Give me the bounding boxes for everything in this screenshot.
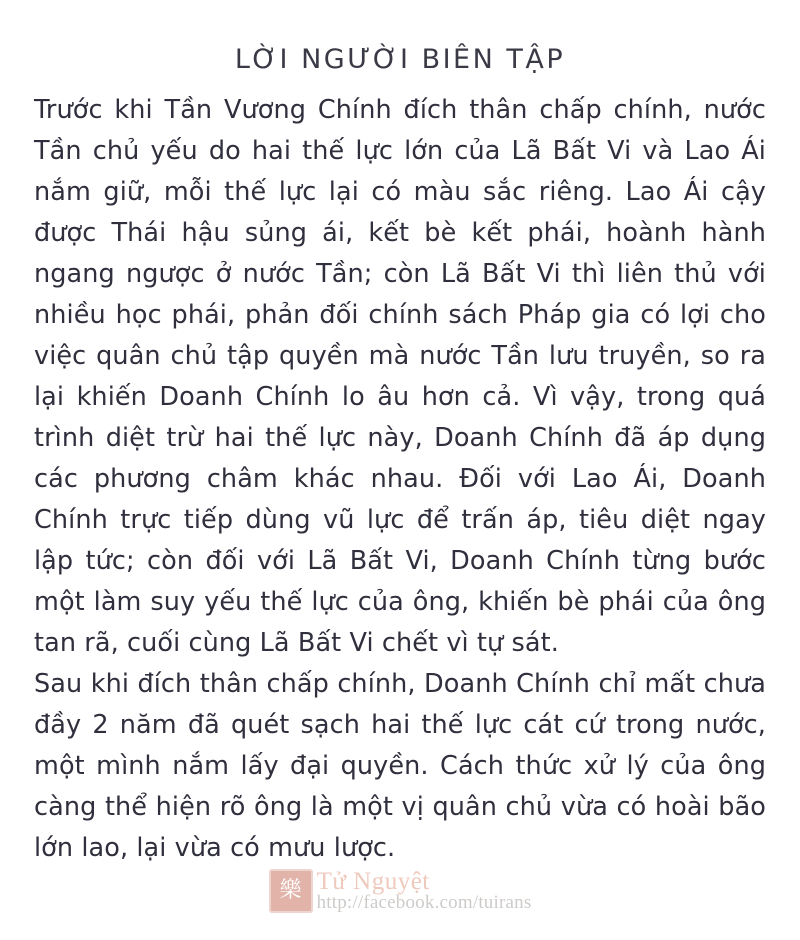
watermark-name: Tử Nguyệt	[316, 867, 430, 895]
document-body	[34, 90, 766, 869]
paragraph-1: Trước khi Tần Vương Chính đích thân chấp chính, nước Tần chủ yếu do hai thế lực lớn của Lã Bất Vi và Lao Ái nắm giữ, mỗi thế lực lại có màu sắc riêng. Lao Ái cậy được Thái hậu sủng ái, kết bè kết phái, hoành hành ngang ngược ở nước Tần; còn Lã Bất Vi thì liên thủ với nhiều học phái, phản đối chính sách Pháp gia có lợi cho việc quân chủ tập quyền mà nước Tần lưu truyền, so ra lại khiến Doanh Chính lo âu hơn cả. Vì vậy, trong quá trình diệt trừ hai thế lực này, Doanh Chính đã áp dụng các phương châm khác nhau. Đối với Lao Ái, Doanh Chính trực tiếp dùng vũ lực để trấn áp, tiêu diệt ngay lập tức; còn đối với Lã Bất Vi, Doanh Chính từng bước một làm suy yếu thế lực của ông, khiến bè phái của ông tan rã, cuối cùng Lã Bất Vi chết vì tự sát.	[34, 95, 766, 659]
watermark-content	[269, 869, 532, 913]
watermark-url: http://facebook.com/tuirans	[316, 892, 532, 914]
page-title: LỜI NGƯỜI BIÊN TẬP	[234, 44, 566, 75]
watermark-text	[317, 869, 532, 913]
paragraph-2: Sau khi đích thân chấp chính, Doanh Chính chỉ mất chưa đầy 2 năm đã quét sạch hai thế lực cát cứ trong nước, một mình nắm lấy đại quyền. Cách thức xử lý của ông càng thể hiện rõ ông là một vị quân chủ vừa có hoài bão lớn lao, lại vừa có mưu lược.	[34, 669, 766, 864]
seal-icon: 樂	[269, 869, 313, 913]
